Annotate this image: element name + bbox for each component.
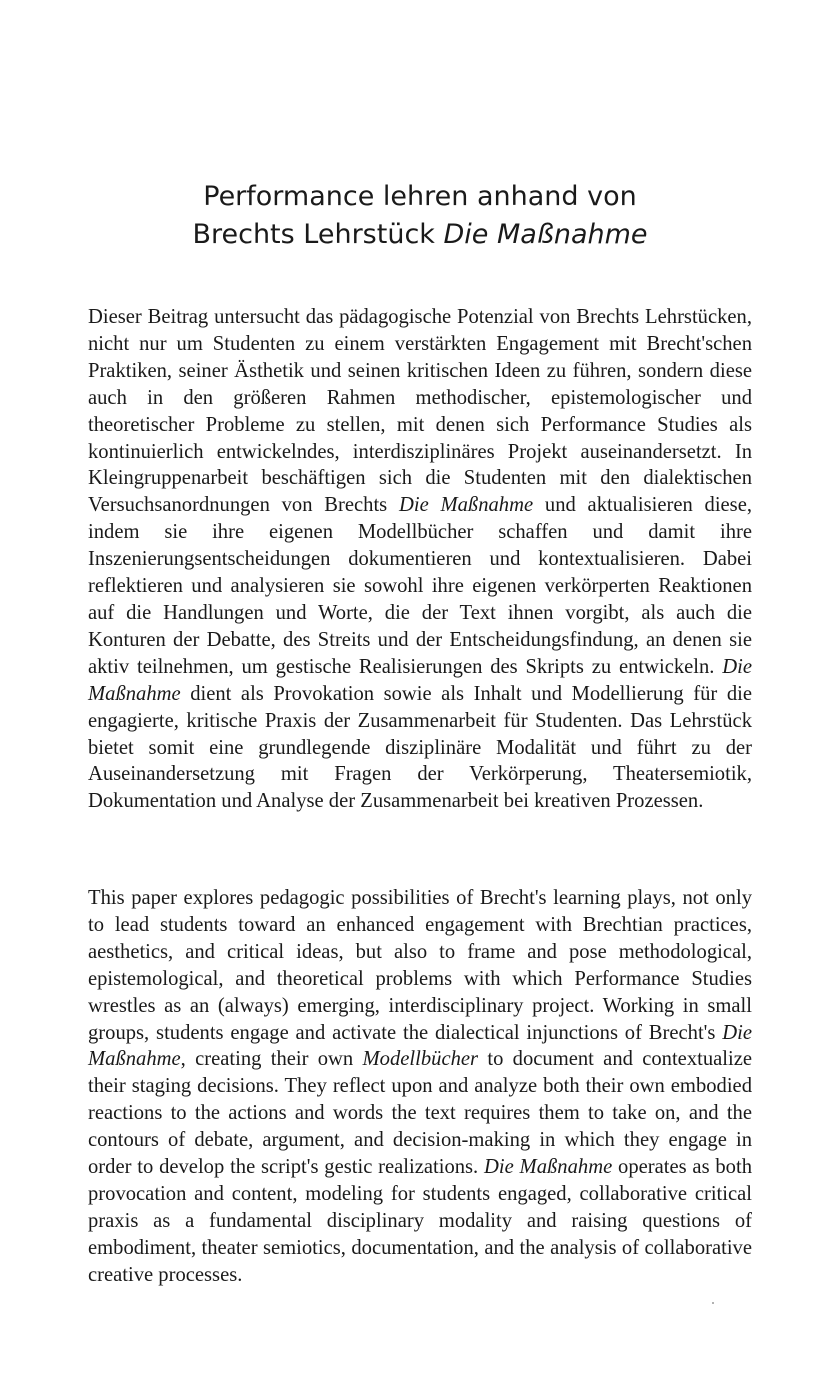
- abstract-en-play-title-2: Die Maßnahme: [484, 1156, 613, 1179]
- abstract-de-text-3: dient als Provokation sowie als Inhalt und Modellierung für die engagierte, kritische Praxis der Zusammenarbeit für Studenten. Das Lehrstück bietet somit eine grundlegende disziplinäre Modalität und führt zu der Auseinandersetzung mit Fragen der Verkörperung, Theatersemiotik, Dokumentation und Analyse der Zusammenarbeit bei kreativen Prozessen.: [88, 682, 752, 813]
- title-line-1: Performance lehren anhand von: [203, 181, 637, 212]
- abstract-en-text-1: This paper explores pedagogic possibilities of Brecht's learning plays, not only to lead students toward an enhanced engagement with Brechtian practices, aesthetics, and critical ideas, but also to frame and pose methodological, epistemological, and theoretical problems with which Performance Studies wrestles as an (always) emerging, interdisciplinary project. Working in small groups, students engage and activate the dialectical injunctions of Brecht's: [88, 887, 752, 1044]
- abstract-en-modellbucher: Modellbücher: [362, 1048, 479, 1071]
- abstract-en-play-title-1: Die Maßnahme: [88, 1021, 752, 1071]
- abstract-en-text-4: operates as both provocation and content, modeling for students engaged, collaborative critical praxis as a fundamental disciplinary modality and raising questions of embodiment, theater semiotics, documentation, and the analysis of collaborative creative processes.: [88, 1156, 753, 1286]
- abstract-de-text-2: und aktualisieren diese, indem sie ihre eigenen Modellbücher schaffen und damit ihre Inszenierungsentscheidungen dokumentieren und kontextualisieren. Dabei reflektieren und analysieren sie sowohl ihre eigenen verkörperten Reaktionen auf die Handlungen und Worte, die der Text ihnen vorgibt, als auch die Konturen der Debatte, des Streits und der Entscheidungsfindung, an denen sie aktiv teilnehmen, um gestische Realisierungen des Skripts zu entwickeln.: [88, 494, 752, 678]
- abstract-de-play-title-2: Die Maßnahme: [88, 655, 752, 705]
- page-title: [88, 178, 752, 254]
- abstract-en-text-2: , creating their own: [180, 1048, 363, 1071]
- abstract-de-play-title-1: Die Maßnahme: [398, 494, 534, 517]
- abstract-en-text-3: to document and contextualize their staging decisions. They reflect upon and analyze both their own embodied reactions to the actions and words the text requires them to take on, and the contours of debate, argument, and decision-making in which they engage in order to develop the script's gestic realizations.: [88, 1048, 752, 1179]
- title-play-name: Die Maßnahme: [443, 219, 648, 250]
- scan-speck: [712, 1302, 714, 1304]
- abstract-german: [88, 304, 752, 815]
- abstract-de-text-1: Dieser Beitrag untersucht das pädagogische Potenzial von Brechts Lehrstücken, nicht nur um Studenten zu einem verstärkten Engagement mit Brecht'schen Praktiken, seiner Ästhetik und seinen kritischen Ideen zu führen, sondern diese auch in den größeren Rahmen methodischer, epistemologischer und theoretischer Probleme zu stellen, mit denen sich Performance Studies als kontinuierlich entwickelndes, interdisziplinäres Projekt auseinandersetzt. In Kleingruppenarbeit beschäftigen sich die Studenten mit den dialektischen Versuchsanordnungen von Brechts: [88, 306, 752, 517]
- title-line-2: [88, 216, 752, 254]
- abstract-english: [88, 885, 752, 1289]
- title-line-2-text: Brechts Lehrstück: [192, 219, 444, 250]
